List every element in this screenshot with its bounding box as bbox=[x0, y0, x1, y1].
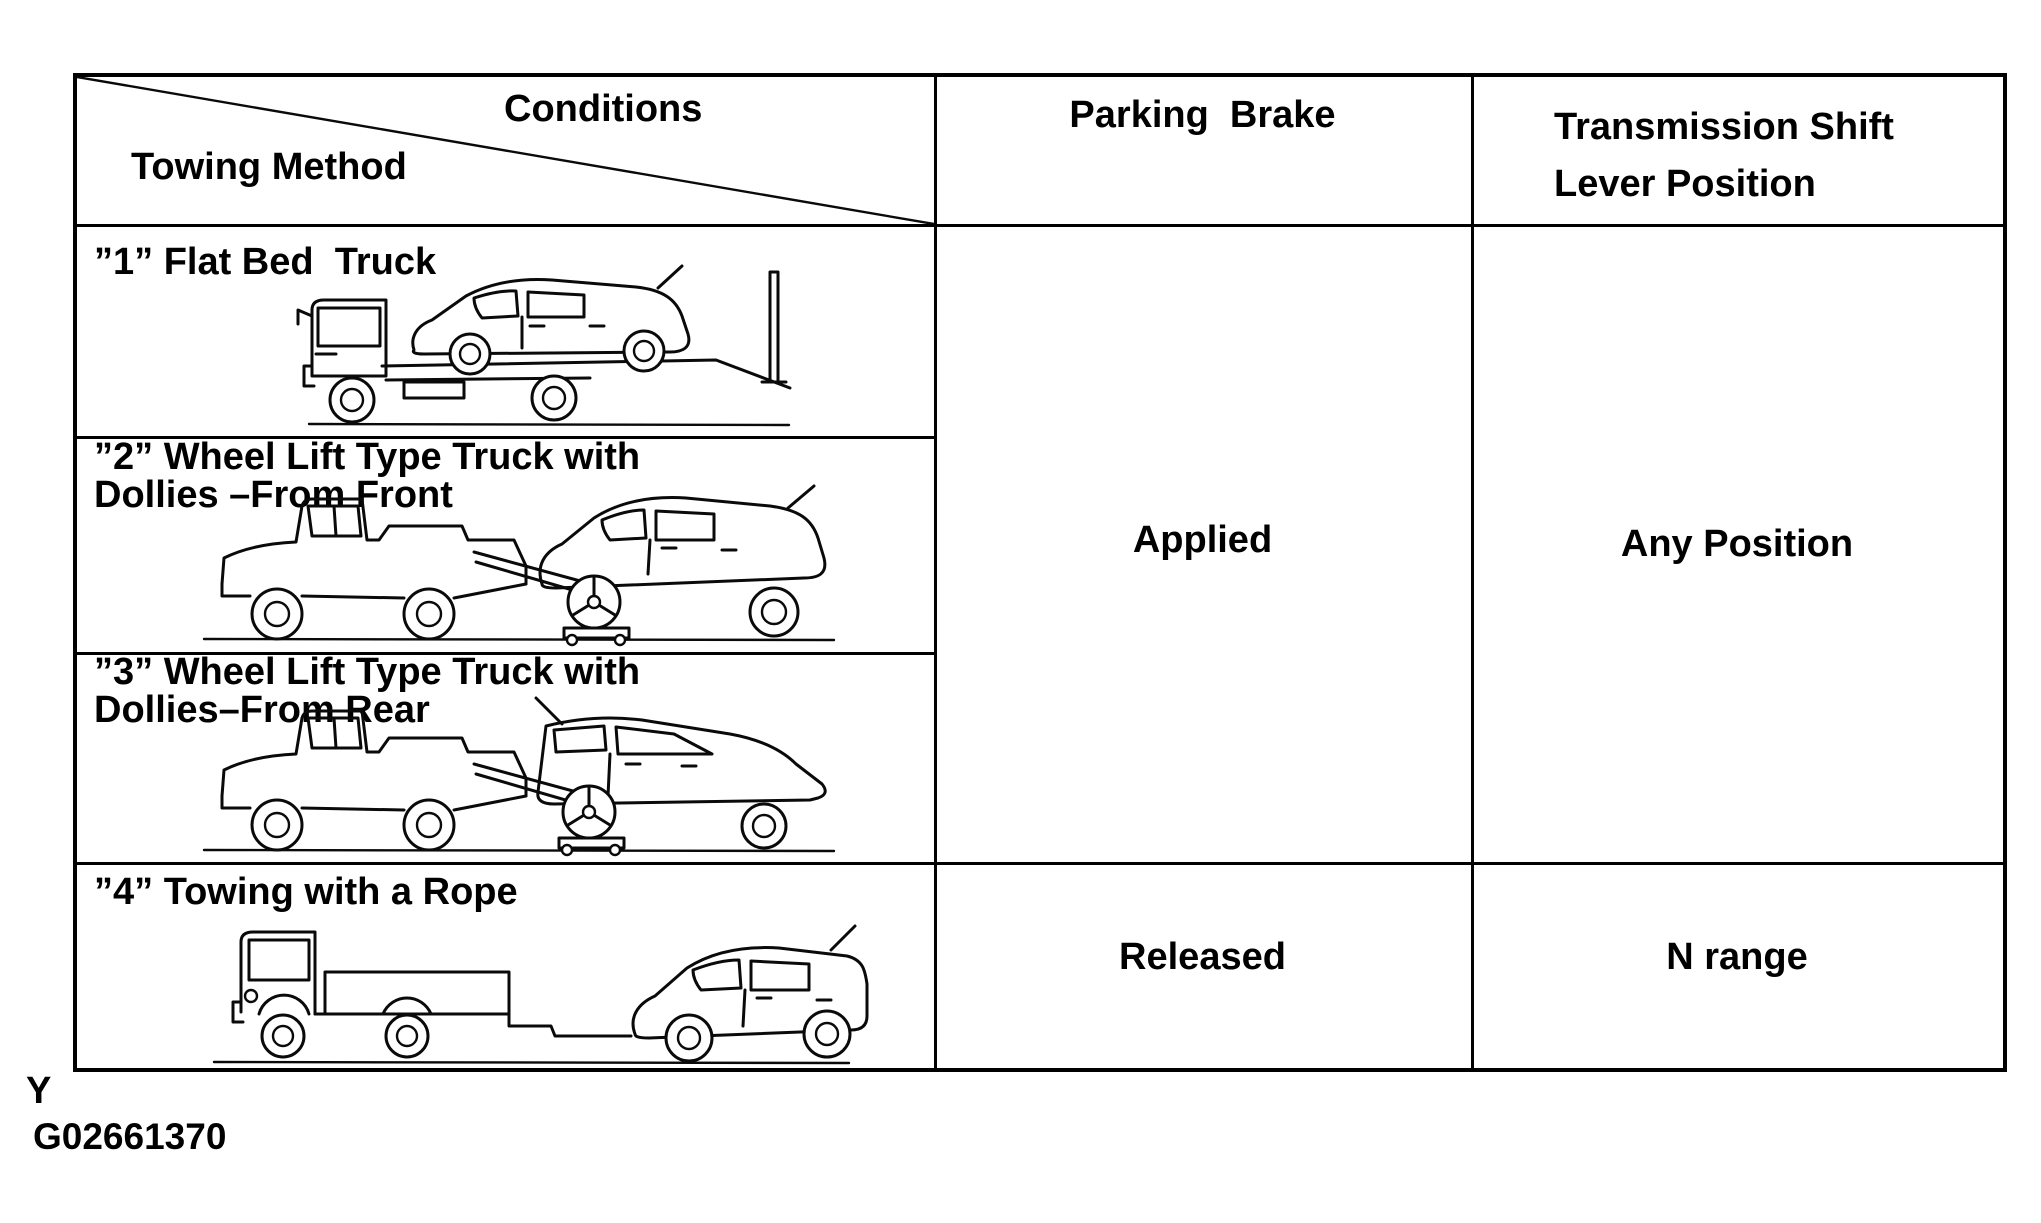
parking-brake-value-row4: Released bbox=[1119, 936, 1286, 978]
row1-label: ”1” Flat Bed Truck bbox=[94, 241, 437, 283]
parking-brake-value-rows1-3: Applied bbox=[1132, 519, 1273, 561]
towing-method-table bbox=[73, 73, 2007, 1072]
transmission-label-line1: Transmission Shift bbox=[1554, 106, 1894, 148]
shift-lever-value-row4: N range bbox=[1666, 936, 1808, 978]
row4-label: ”4” Towing with a Rope bbox=[94, 871, 518, 913]
shift-lever-value-rows1-3: Any Position bbox=[1620, 523, 1854, 565]
wheel-lift-front-illustration bbox=[174, 466, 864, 648]
rope-towing-illustration bbox=[179, 896, 869, 1068]
row3-row4-divider bbox=[77, 862, 2003, 865]
row3-label-line2: Dollies–From Rear bbox=[94, 689, 430, 731]
footnote-letter: Y bbox=[26, 1070, 52, 1112]
row3-label-line1: ”3” Wheel Lift Type Truck with bbox=[94, 651, 641, 693]
wheel-lift-rear-illustration bbox=[174, 680, 864, 858]
row2-label-line1: ”2” Wheel Lift Type Truck with bbox=[94, 436, 641, 478]
header-parking-brake-label: Parking Brake bbox=[1069, 94, 1336, 136]
row2-label-line2: Dollies –From Front bbox=[94, 474, 453, 516]
header-conditions-label: Conditions bbox=[504, 88, 703, 130]
flat-bed-truck-illustration bbox=[254, 254, 799, 432]
transmission-label-line2: Lever Position bbox=[1554, 163, 1816, 205]
header-towing-method-label: Towing Method bbox=[131, 146, 407, 188]
header-bottom-line bbox=[77, 224, 2003, 227]
figure-code: G02661370 bbox=[33, 1116, 227, 1157]
header-transmission-label bbox=[1554, 99, 1894, 213]
